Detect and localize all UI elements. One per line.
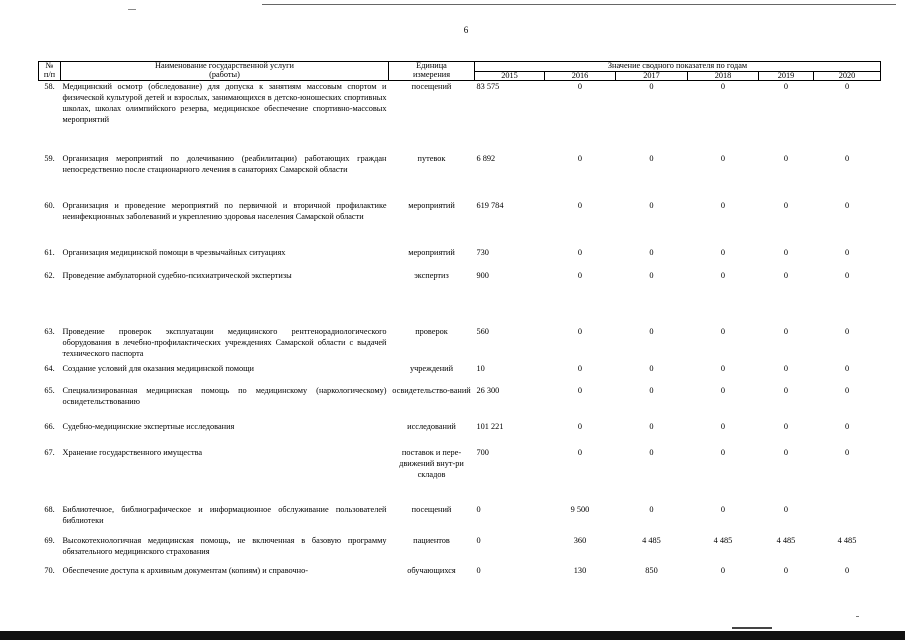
year-value: 0 xyxy=(720,447,726,457)
year-value: 0 xyxy=(844,447,850,457)
year-value: 0 xyxy=(783,363,789,373)
year-value: 0 xyxy=(783,447,789,457)
year-value: 0 xyxy=(577,200,583,210)
row-number: 70. xyxy=(44,565,55,575)
year-value: 9 500 xyxy=(570,504,590,514)
year-value: 0 xyxy=(783,565,789,575)
table-row xyxy=(39,421,881,447)
name-header-sub: (работы) xyxy=(61,71,389,81)
year-value: 0 xyxy=(783,421,789,431)
year-value: 360 xyxy=(573,535,587,545)
values-group-header: Значение сводного показателя по годам xyxy=(475,62,881,72)
year-value: 0 xyxy=(783,270,789,280)
unit-of-measure: пациентов xyxy=(413,535,450,545)
bottom-scan-edge xyxy=(0,631,905,640)
year-value: 0 xyxy=(577,421,583,431)
year-value: 0 xyxy=(649,385,654,395)
year-value: 0 xyxy=(844,200,850,210)
service-name: Судебно-медицинские экспертные исследования xyxy=(62,421,235,431)
year-header: 2018 xyxy=(688,71,759,81)
year-value: 0 xyxy=(649,421,654,431)
year-value: 10 xyxy=(476,363,485,373)
year-value: 0 xyxy=(476,504,481,514)
year-value: 0 xyxy=(783,326,789,336)
year-value: 0 xyxy=(649,82,654,91)
year-value: 0 xyxy=(720,421,726,431)
year-value: 0 xyxy=(844,565,850,575)
unit-of-measure: путевок xyxy=(417,153,446,163)
unit-header: Единица xyxy=(389,62,475,72)
table-row xyxy=(39,447,881,504)
unit-of-measure: мероприятий xyxy=(408,200,455,210)
year-value: 0 xyxy=(577,363,583,373)
year-value: 0 xyxy=(783,504,789,514)
table-row xyxy=(39,385,881,421)
unit-of-measure: посещений xyxy=(411,504,452,514)
table-row xyxy=(39,270,881,326)
year-value: 0 xyxy=(577,385,583,395)
year-value: 0 xyxy=(844,385,850,395)
service-name: Хранение государственного имущества xyxy=(62,447,203,457)
year-value: 0 xyxy=(844,82,850,91)
scan-speck xyxy=(856,616,859,617)
year-value: 0 xyxy=(577,82,583,91)
header-row-years xyxy=(39,71,881,81)
num-header-sub: п/п xyxy=(39,71,61,81)
year-header: 2015 xyxy=(475,71,545,81)
num-header: № xyxy=(39,62,61,72)
unit-of-measure: мероприятий xyxy=(408,247,455,257)
table-row xyxy=(39,247,881,270)
year-value: 560 xyxy=(476,326,489,336)
year-value: 0 xyxy=(577,270,583,280)
table-row xyxy=(39,363,881,385)
year-value: 0 xyxy=(844,421,850,431)
year-value: 0 xyxy=(720,565,726,575)
top-mark xyxy=(128,9,136,10)
service-name: Высокотехнологичная медицинская помощь, не включенная в базовую программу обязательного медицинского страхования xyxy=(62,535,387,556)
year-value: 0 xyxy=(720,270,726,280)
table-row xyxy=(39,326,881,363)
year-value: 900 xyxy=(476,270,489,280)
year-value: 26 300 xyxy=(476,385,500,395)
service-name: Специализированная медицинская помощь по медицинскому (наркологическому) освидетельствованию xyxy=(62,385,387,406)
year-value: 0 xyxy=(649,200,654,210)
service-name: Медицинский осмотр (обследование) для допуска к занятиям массовым спортом и физической культурой детей и взрослых, занимающихся в детско-юношеских спортивных школах, школах олимпийского резерва, медицинское обеспечение спортивно-массовых мероприятий xyxy=(62,82,387,124)
service-name: Обеспечение доступа к архивным документам (копиям) и справочно- xyxy=(62,565,309,575)
bottom-mark xyxy=(732,627,772,629)
year-value: 0 xyxy=(649,153,654,163)
unit-of-measure: экспертиз xyxy=(414,270,449,280)
row-number: 69. xyxy=(44,535,55,545)
services-table xyxy=(38,61,881,585)
year-header: 2020 xyxy=(814,71,881,81)
year-value: 0 xyxy=(649,326,654,336)
year-value: 6 892 xyxy=(476,153,496,163)
year-value: 0 xyxy=(476,565,481,575)
year-value: 0 xyxy=(844,363,850,373)
row-number: 58. xyxy=(44,82,55,91)
year-value: 0 xyxy=(720,247,726,257)
table-row xyxy=(39,565,881,585)
service-name: Библиотечное, библиографическое и информационное обслуживание пользователей библиотеки xyxy=(62,504,387,525)
year-value: 0 xyxy=(649,363,654,373)
year-value: 0 xyxy=(720,326,726,336)
unit-header-sub: измерения xyxy=(389,71,475,81)
year-value: 4 485 xyxy=(837,535,857,545)
year-value: 0 xyxy=(844,153,850,163)
table-row xyxy=(39,535,881,565)
row-number: 67. xyxy=(44,447,55,457)
year-header: 2016 xyxy=(545,71,616,81)
year-value: 0 xyxy=(476,535,481,545)
unit-of-measure: исследований xyxy=(407,421,456,431)
row-number: 68. xyxy=(44,504,55,514)
year-value: 0 xyxy=(720,363,726,373)
year-value: 0 xyxy=(844,270,850,280)
year-value: 0 xyxy=(577,153,583,163)
row-number: 66. xyxy=(44,421,55,431)
year-value: 4 485 xyxy=(776,535,796,545)
year-header: 2019 xyxy=(759,71,814,81)
unit-of-measure: посещений xyxy=(411,82,452,91)
service-name: Проведение амбулаторной судебно-психиатрической экспертизы xyxy=(62,270,292,280)
year-value: 0 xyxy=(649,270,654,280)
row-number: 64. xyxy=(44,363,55,373)
unit-of-measure: учреждений xyxy=(409,363,454,373)
unit-of-measure: поставок и пере-движений внут-ри складов xyxy=(399,447,464,479)
year-value: 4 485 xyxy=(713,535,733,545)
year-value: 0 xyxy=(720,504,726,514)
year-value: 4 485 xyxy=(642,535,661,545)
top-rule xyxy=(262,4,896,5)
year-value: 0 xyxy=(577,247,583,257)
year-value: 0 xyxy=(783,385,789,395)
row-number: 65. xyxy=(44,385,55,395)
year-value: 730 xyxy=(476,247,489,257)
unit-of-measure: проверок xyxy=(415,326,448,336)
year-value xyxy=(814,504,881,535)
table-row xyxy=(39,81,881,153)
header-row-top xyxy=(39,62,881,72)
year-value: 130 xyxy=(573,565,587,575)
year-value: 0 xyxy=(783,82,789,91)
table-row xyxy=(39,504,881,535)
year-value: 0 xyxy=(720,153,726,163)
year-value: 0 xyxy=(844,247,850,257)
year-value: 700 xyxy=(476,447,489,457)
year-header: 2017 xyxy=(616,71,688,81)
row-number: 63. xyxy=(44,326,55,336)
table-row xyxy=(39,200,881,247)
year-value: 0 xyxy=(649,504,654,514)
year-value: 0 xyxy=(720,82,726,91)
service-name: Создание условий для оказания медицинской помощи xyxy=(62,363,254,373)
unit-of-measure: обучающихся xyxy=(407,565,456,575)
year-value: 0 xyxy=(783,247,789,257)
year-value: 0 xyxy=(649,447,654,457)
year-value: 850 xyxy=(645,565,658,575)
unit-of-measure: освидетельство-ваний xyxy=(392,385,471,395)
year-value: 101 221 xyxy=(476,421,504,431)
row-number: 62. xyxy=(44,270,55,280)
year-value: 0 xyxy=(720,385,726,395)
row-number: 59. xyxy=(44,153,55,163)
year-value: 0 xyxy=(577,326,583,336)
service-name: Организация мероприятий по долечиванию (реабилитации) работающих граждан непосредственно после стационарного лечения в санаториях Самарской области xyxy=(62,153,387,174)
table-row xyxy=(39,153,881,200)
year-value: 0 xyxy=(783,153,789,163)
row-number: 60. xyxy=(44,200,55,210)
page-number: 6 xyxy=(463,25,469,35)
year-value: 0 xyxy=(720,200,726,210)
year-value: 0 xyxy=(577,447,583,457)
year-value: 0 xyxy=(844,326,850,336)
year-value: 0 xyxy=(783,200,789,210)
year-value: 619 784 xyxy=(476,200,504,210)
service-name: Проведение проверок эксплуатации медицинского рентгенорадиологического оборудования в лечебно-профилактических учреждениях Самарской области с выдачей технического паспорта xyxy=(62,326,387,358)
service-name: Организация медицинской помощи в чрезвычайных ситуациях xyxy=(62,247,286,257)
name-header: Наименование государственной услуги xyxy=(61,62,389,72)
service-name: Организация и проведение мероприятий по первичной и вторичной профилактике неинфекционных заболеваний и укреплению здоровья населения Самарской области xyxy=(62,200,387,221)
year-value: 83 575 xyxy=(476,82,500,91)
year-value: 0 xyxy=(649,247,654,257)
row-number: 61. xyxy=(44,247,55,257)
